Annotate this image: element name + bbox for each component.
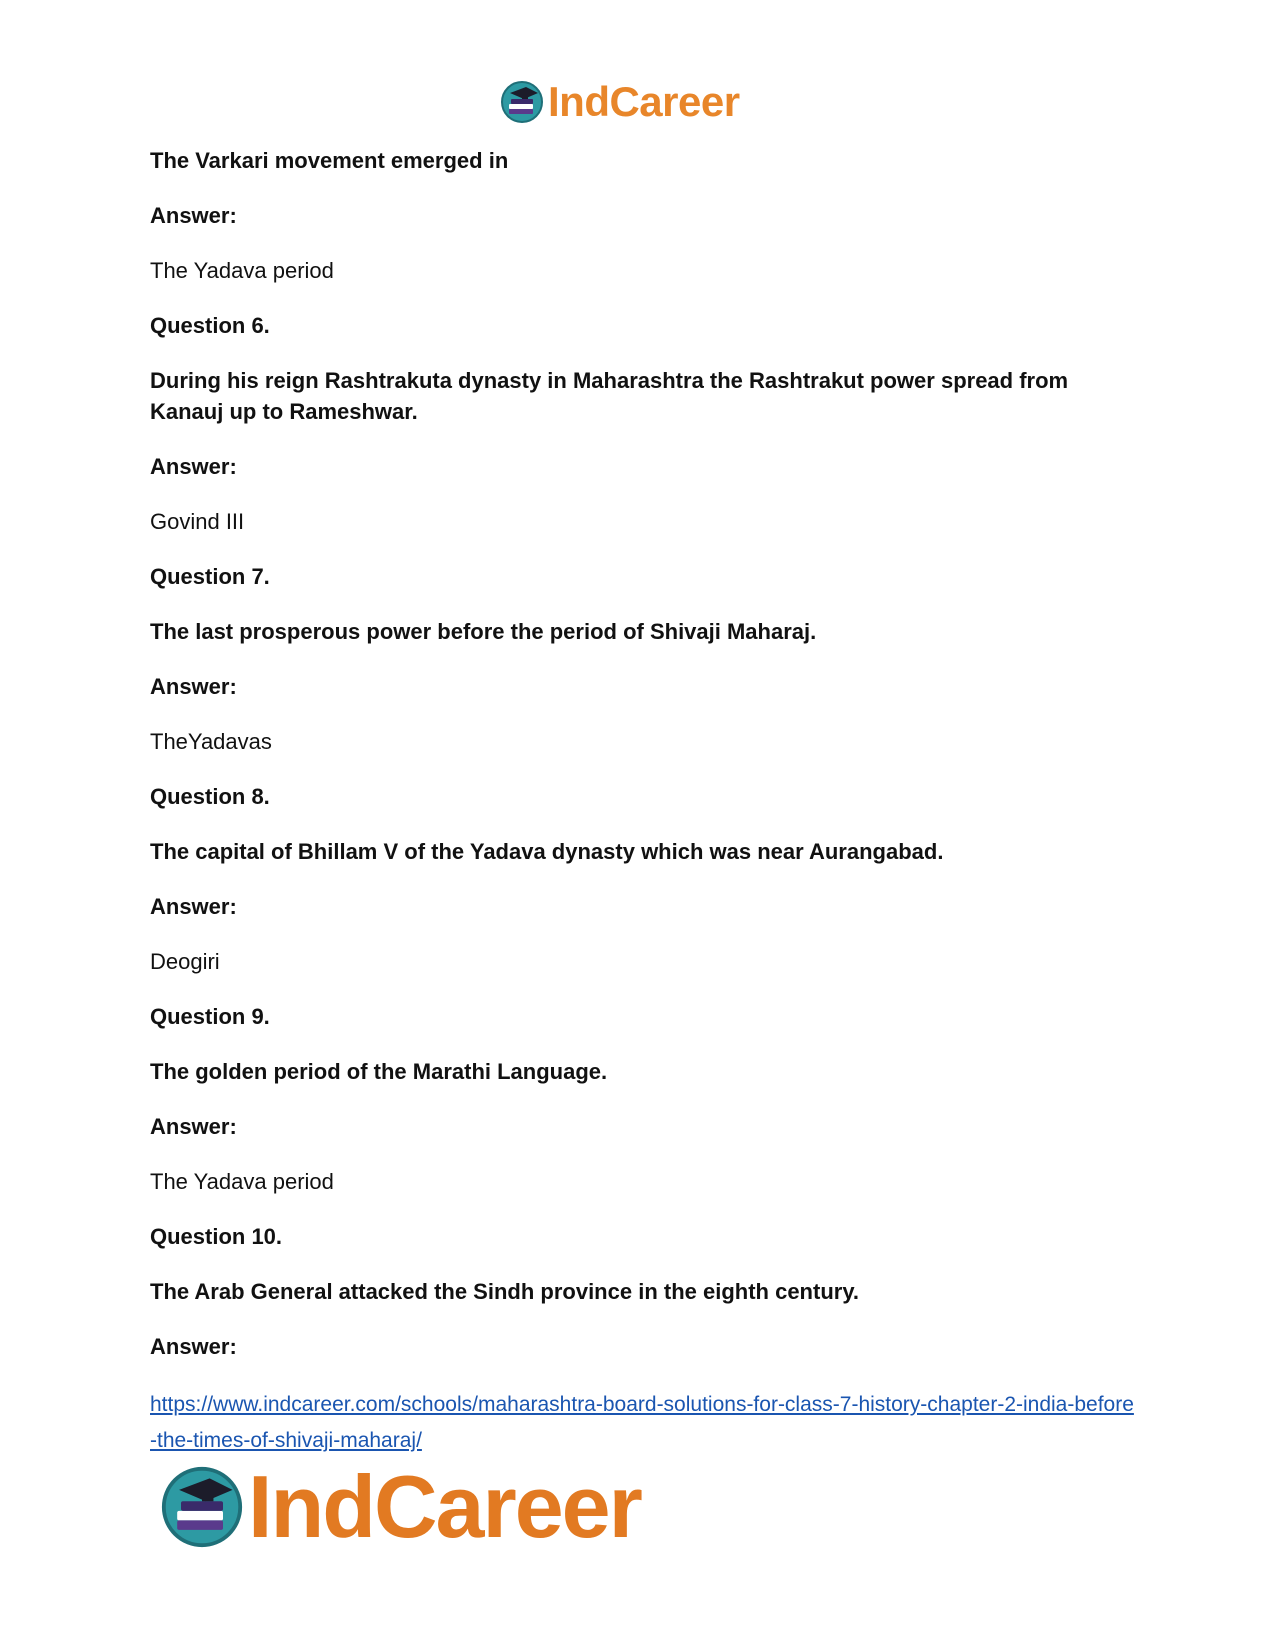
logo-wordmark: IndCareer bbox=[548, 78, 740, 125]
question-number: Question 10. bbox=[150, 1224, 283, 1249]
answer-text: TheYadavas bbox=[150, 729, 272, 754]
question-text: The capital of Bhillam V of the Yadava dynasty which was near Aurangabad. bbox=[150, 839, 944, 864]
question-text: The last prosperous power before the period of Shivaji Maharaj. bbox=[150, 619, 817, 644]
answer-text: Govind III bbox=[150, 509, 245, 534]
qa-content bbox=[150, 145, 1135, 1362]
logo-wordmark: IndCareer bbox=[248, 1457, 641, 1556]
question-text: During his reign Rashtrakuta dynasty in Maharashtra the Rashtrakut power spread from Kanauj up to Rameshwar. bbox=[150, 368, 1069, 424]
question-text: The Varkari movement emerged in bbox=[150, 148, 509, 173]
source-url-link[interactable]: https://www.indcareer.com/schools/maharashtra-board-solutions-for-class-7-history-chapter-2-india-before-the-times-of-shivaji-maharaj/ bbox=[150, 1393, 1134, 1452]
graduation-cap-book-icon bbox=[500, 80, 544, 124]
answer-label: Answer: bbox=[150, 1114, 237, 1139]
question-text: The golden period of the Marathi Language. bbox=[150, 1059, 608, 1084]
footer-logo bbox=[160, 1457, 641, 1556]
answer-label: Answer: bbox=[150, 674, 237, 699]
answer-label: Answer: bbox=[150, 454, 237, 479]
header-logo bbox=[500, 78, 740, 126]
answer-label: Answer: bbox=[150, 894, 237, 919]
question-number: Question 8. bbox=[150, 784, 270, 809]
answer-text: Deogiri bbox=[150, 949, 220, 974]
question-text: The Arab General attacked the Sindh province in the eighth century. bbox=[150, 1279, 860, 1304]
answer-text: The Yadava period bbox=[150, 258, 334, 283]
question-number: Question 7. bbox=[150, 564, 270, 589]
question-number: Question 6. bbox=[150, 313, 270, 338]
answer-label: Answer: bbox=[150, 203, 237, 228]
answer-text: The Yadava period bbox=[150, 1169, 334, 1194]
question-number: Question 9. bbox=[150, 1004, 270, 1029]
answer-label: Answer: bbox=[150, 1334, 237, 1359]
graduation-cap-book-icon bbox=[160, 1465, 244, 1549]
